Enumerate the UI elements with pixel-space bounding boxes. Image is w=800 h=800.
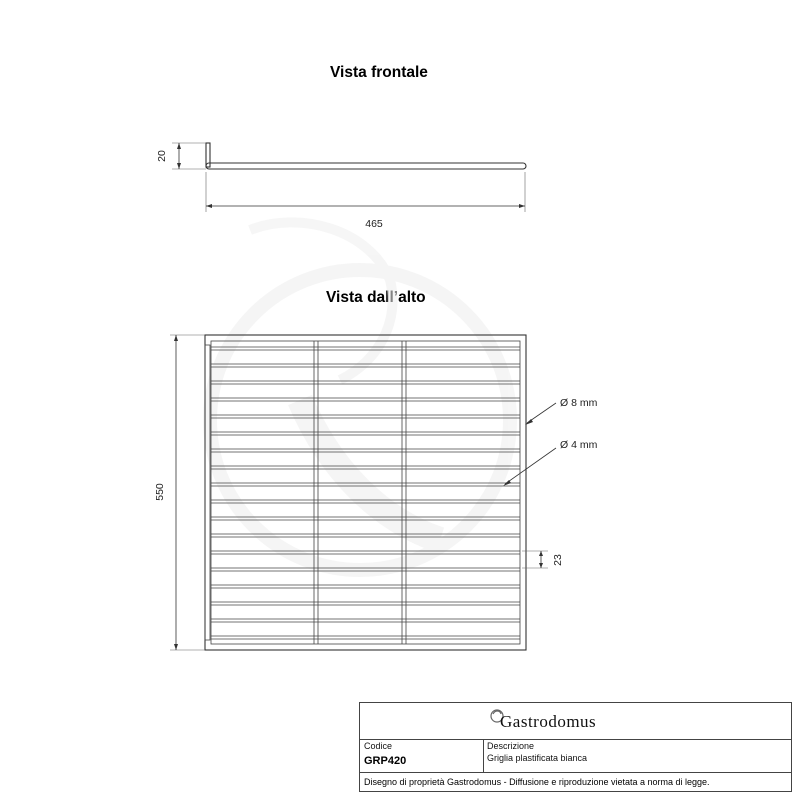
code-value: GRP420 [364, 755, 407, 767]
frame-wire-label: Ø 8 mm [560, 397, 598, 409]
pitch-arrow-bottom [539, 563, 543, 568]
inner-wire-label: Ø 4 mm [560, 439, 598, 451]
title-block-footer [360, 772, 791, 794]
height-arrow-top [177, 143, 181, 149]
front-view [156, 143, 526, 230]
code-label: Codice [364, 741, 393, 751]
footer-text: Disegno di proprietà Gastrodomus - Diffusione e riproduzione vietata a norma di legge. [364, 777, 710, 787]
description-cell [483, 739, 791, 772]
height-arrow-bottom [177, 163, 181, 169]
width-label: 465 [365, 218, 383, 230]
width-arrow-left [206, 204, 212, 208]
pitch-arrow-top [539, 551, 543, 556]
title-block-logo-row [360, 703, 791, 740]
watermark-logo [210, 222, 510, 570]
depth-arrow-bottom [174, 644, 178, 650]
depth-arrow-top [174, 335, 178, 341]
brand-name: Gastrodomus [500, 712, 597, 731]
pitch-label: 23 [551, 554, 564, 566]
front-view-title: Vista frontale [330, 64, 428, 81]
height-label: 20 [155, 150, 168, 162]
depth-label: 550 [153, 483, 166, 501]
title-block [359, 702, 792, 792]
code-cell [360, 739, 484, 772]
description-label: Descrizione [487, 741, 535, 751]
description-value: Griglia plastificata bianca [487, 753, 588, 763]
front-bar [206, 163, 526, 169]
top-view-title: Vista dall’alto [326, 289, 426, 306]
width-arrow-right [519, 204, 525, 208]
